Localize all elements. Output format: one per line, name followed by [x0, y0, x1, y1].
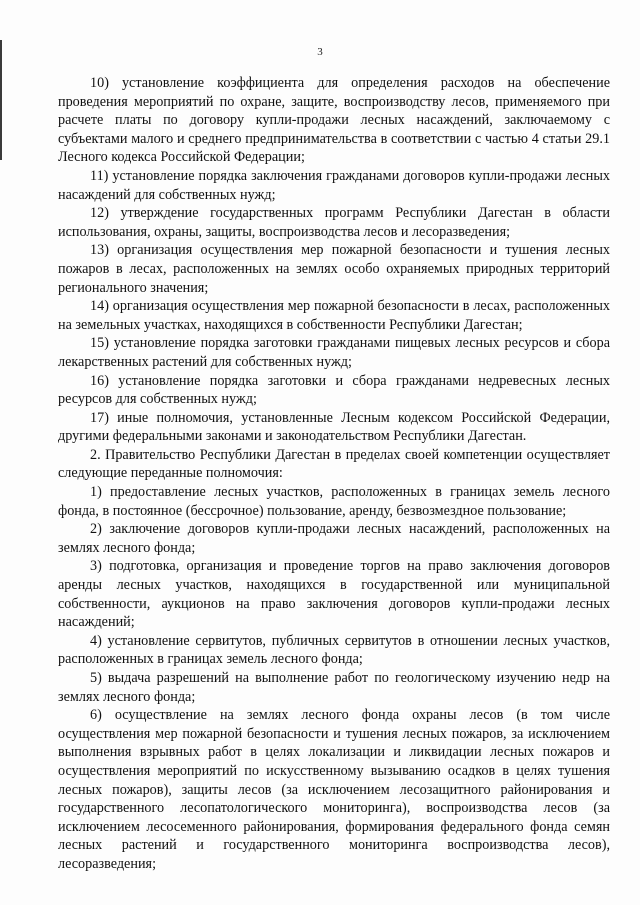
paragraph: 6) осуществление на землях лесного фонда охраны лесов (в том числе осуществления мер пожарной безопасности и тушения лесных пожаров, за исключением выполнения взрывных работ в целях локализации и ликвидации лесных пожаров и осуществления мероприятий по искусственному вызыванию осадков в целях тушения лесных пожаров), защиты лесов (за исключением лесозащитного районирования и государственного лесопатологического мониторинга), воспроизводства лесов (за исключением лесосеменного районирования, формирования федерального фонда семян лесных растений и государственного мониторинга воспроизводства лесов), лесоразведения; [58, 707, 610, 872]
paragraph: 10) установление коэффициента для определения расходов на обеспечение проведения мероприятий по охране, защите, воспроизводству лесов, применяемого при расчете платы по договору купли-продажи лесных насаждений, заключаемому с субъектами малого и среднего предпринимательства в соответствии с частью 4 статьи 29.1 Лесного кодекса Российской Федерации; [58, 75, 610, 166]
paragraph: 2) заключение договоров купли-продажи лесных насаждений, расположенных на землях лесного фонда; [58, 521, 610, 556]
body-text [58, 74, 610, 874]
paragraph: 17) иные полномочия, установленные Лесным кодексом Российской Федерации, другими федеральными законами и законодательством Республики Дагестан. [58, 409, 610, 445]
paragraph: 2. Правительство Республики Дагестан в пределах своей компетенции осуществляет следующие переданные полномочия: [58, 446, 610, 482]
paragraph: 5) выдача разрешений на выполнение работ по геологическому изучению недр на землях лесного фонда; [58, 670, 610, 705]
paragraph: 1) предоставление лесных участков, расположенных в границах земель лесного фонда, в постоянное (бессрочное) пользование, аренду, безвозмездное пользование; [58, 484, 610, 519]
scan-edge-line [0, 40, 2, 160]
paragraph: 12) утверждение государственных программ Республики Дагестан в области использования, охраны, защиты, воспроизводства лесов и лесоразведения; [58, 205, 610, 240]
paragraph: 3) подготовка, организация и проведение торгов на право заключения договоров аренды лесных участков, находящихся в государственной или муниципальной собственности, аукционов на право заключения договоров купли-продажи лесных насаждений; [58, 558, 610, 631]
page-number: 3 [317, 46, 323, 58]
paragraph: 16) установление порядка заготовки и сбора гражданами недревесных лесных ресурсов для собственных нужд; [58, 372, 610, 408]
paragraph: 13) организация осуществления мер пожарной безопасности и тушения лесных пожаров в лесах, расположенных на землях особо охраняемых природных территорий регионального значения; [58, 242, 610, 296]
paragraph: 4) установление сервитутов, публичных сервитутов в отношении лесных участков, расположенных в границах земель лесного фонда; [58, 632, 610, 668]
paragraph: 11) установление порядка заключения гражданами договоров купли-продажи лесных насаждений для собственных нужд; [58, 167, 610, 203]
paragraph: 14) организация осуществления мер пожарной безопасности в лесах, расположенных на земельных участках, находящихся в собственности Республики Дагестан; [58, 298, 610, 333]
paragraph: 15) установление порядка заготовки гражданами пищевых лесных ресурсов и сбора лекарственных растений для собственных нужд; [58, 335, 610, 370]
